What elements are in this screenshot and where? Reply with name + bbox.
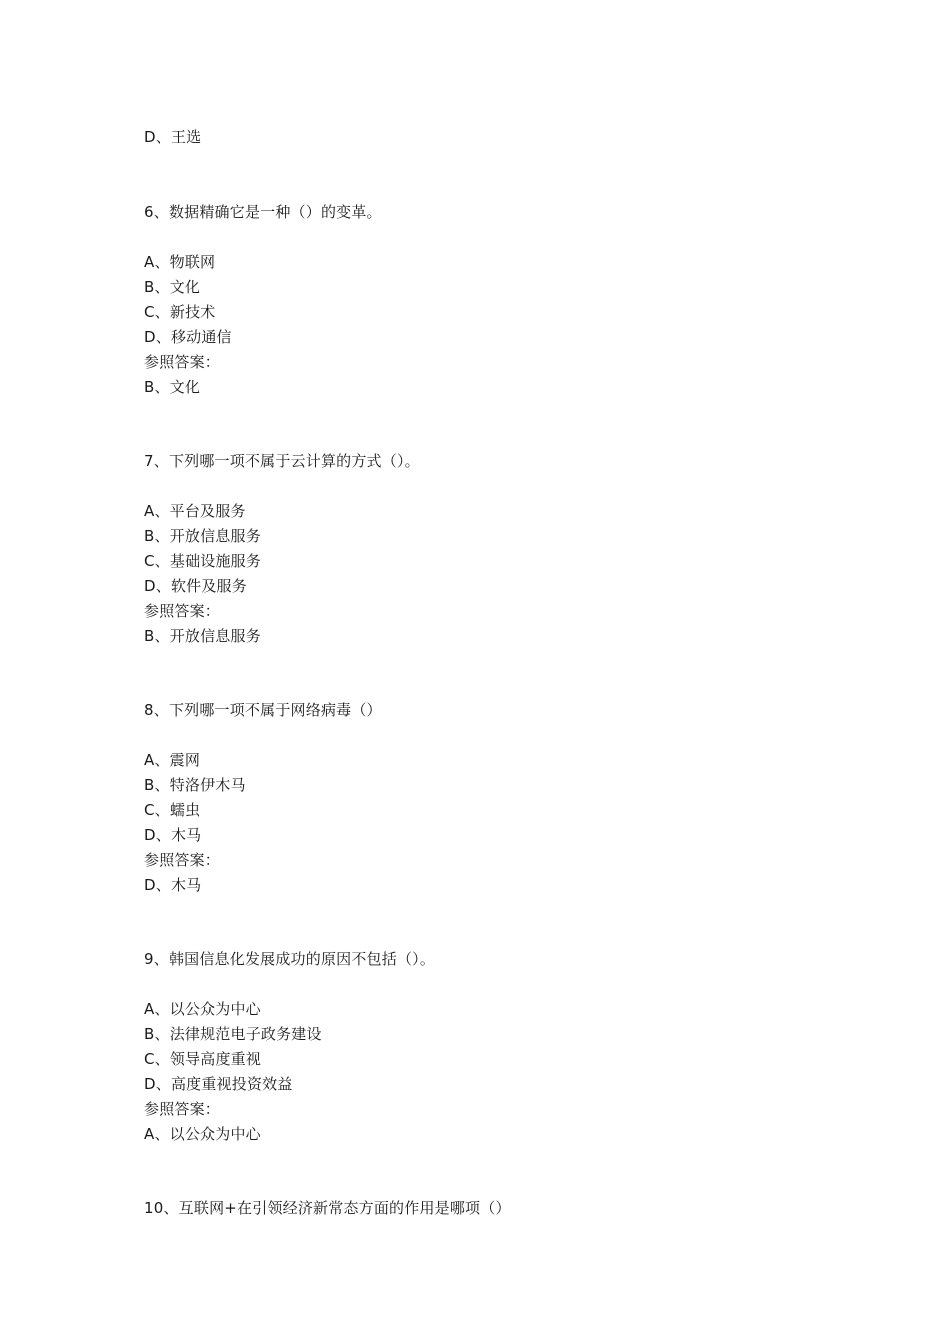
question-6-stem: 6、数据精确它是一种（）的变革。 bbox=[144, 203, 382, 221]
question-8-option-a: A、震网 bbox=[144, 751, 201, 769]
question-6-option-a: A、物联网 bbox=[144, 253, 216, 271]
question-8-option-c: C、蠕虫 bbox=[144, 801, 201, 819]
question-10-stem: 10、互联网+在引领经济新常态方面的作用是哪项（） bbox=[144, 1199, 511, 1217]
question-7-option-b: B、开放信息服务 bbox=[144, 527, 261, 545]
question-9-option-c: C、领导高度重视 bbox=[144, 1050, 262, 1068]
question-6-answer: B、文化 bbox=[144, 378, 201, 396]
question-8-option-d: D、木马 bbox=[144, 826, 202, 844]
question-9-option-d: D、高度重视投资效益 bbox=[144, 1075, 293, 1093]
question-6-answer-label: 参照答案： bbox=[144, 353, 221, 371]
question-5-option-d: D、王选 bbox=[144, 128, 202, 146]
question-6-option-d: D、移动通信 bbox=[144, 328, 232, 346]
question-7-option-c: C、基础设施服务 bbox=[144, 552, 262, 570]
question-9-answer: A、以公众为中心 bbox=[144, 1125, 261, 1143]
question-9-option-b: B、法律规范电子政务建设 bbox=[144, 1025, 322, 1043]
question-7-stem: 7、下列哪一项不属于云计算的方式（）。 bbox=[144, 452, 420, 470]
question-7-answer-label: 参照答案： bbox=[144, 602, 221, 620]
question-7-option-a: A、平台及服务 bbox=[144, 502, 246, 520]
question-6-option-b: B、文化 bbox=[144, 278, 201, 296]
question-8-stem: 8、下列哪一项不属于网络病毒（） bbox=[144, 701, 382, 719]
question-9-answer-label: 参照答案： bbox=[144, 1100, 221, 1118]
question-9-option-a: A、以公众为中心 bbox=[144, 1000, 261, 1018]
question-6-option-c: C、新技术 bbox=[144, 303, 216, 321]
question-7-option-d: D、软件及服务 bbox=[144, 577, 247, 595]
question-9-stem: 9、韩国信息化发展成功的原因不包括（）。 bbox=[144, 950, 436, 968]
question-8-answer: D、木马 bbox=[144, 876, 202, 894]
question-8-option-b: B、特洛伊木马 bbox=[144, 776, 246, 794]
question-8-answer-label: 参照答案： bbox=[144, 851, 221, 869]
question-7-answer: B、开放信息服务 bbox=[144, 627, 261, 645]
